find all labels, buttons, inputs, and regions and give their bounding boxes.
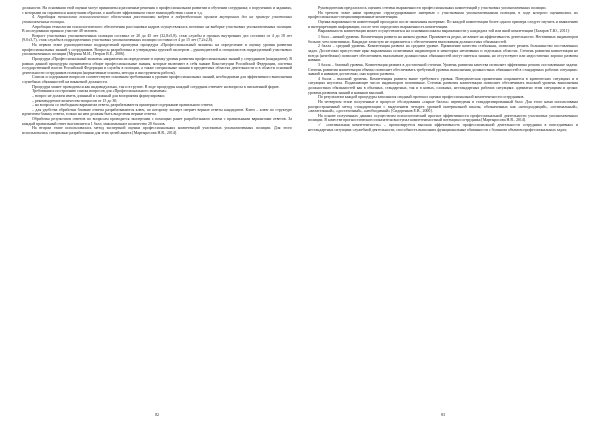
paragraph: Оценка выраженности компетенций проходила после окончания интервью. По каждой компетенции более одного примера следует изучить и выявлению и интерпретацию информации, после чего определить выраженность компетенции. bbox=[308, 18, 578, 29]
page-number: 82 bbox=[155, 412, 159, 417]
list-item: – на вопросы со свободным вариантом ответа, разрабатывается примерное содержание правильного ответа; bbox=[32, 102, 214, 108]
paragraph: Апробация технологии психологического обеспечения расстановки кадров осуществлялась поэтапно на выборке участковых уполномоченных полиции. В исследовании приняло участие 48 человек. bbox=[22, 23, 292, 34]
paragraph: Процедура «Профессиональный экзамен» направлена на определение и оценку уровня развития профессиональных знаний у сотрудников (кандидатов). В рамках данной процедуры оцениваются общие профессиональные знания, которые включают в себя знание Конституции Российской Федерации, системы государственной власти Российской Федерации и службы в полиции, а также специальные знания в предметных областях деятельности и в области основной деятельности сотрудников полиции (нормативные основы, методы и инструменты работы). bbox=[22, 55, 292, 75]
paragraph: Процедура может проводиться как индивидуально, так и в группе. В ходе процедуры каждый сотрудник отвечает на вопросы в письменной форме. bbox=[32, 83, 280, 89]
left-page bbox=[22, 6, 292, 410]
section-heading: 4. Апробация технологии психологического обеспечения расстановки кадров в подразделениях органов внутренних дел на примере участковых уполномоченных полиции. bbox=[22, 14, 292, 24]
paragraph: По результатам каждой процедуры заполнялся сводный протокол оценки профессиональной компетентности сотрудников. bbox=[318, 94, 525, 100]
list-item: – рекомендуемое количество вопросов от 15 до 30; bbox=[32, 97, 118, 103]
paragraph: Требования к построению списка вопросов для «Профессионального экзамена»: bbox=[32, 88, 168, 94]
list-item: – для удобства обработки близкие ответы разрабатываются ключ, по которому эксперт сверяет верные ответы кандидатов. Ключ – ключ по структуре идентичен бланку ответа, только на нем должны быть выделены верные ответы. bbox=[22, 106, 292, 117]
paragraph: должности. На основании этой оценки могут приниматься различные решения о профессиональном развитии и обучении сотрудника; о поручениях и заданиях, с которыми он справиться наилучшим образом, о наиболее эффективном стиле взаимодействия с ним и т.д. bbox=[22, 6, 292, 15]
paragraph: Возраст участковых уполномоченных полиции составил от 20 до 45 лет (32,8±5,8), стаж службы в органах внутренних дел составил от 4 до 18 лет (9,0±3,7), стаж службы в подразделениях участковых уполномоченных полиции составил от 4 до 15 лет (7,2±2,8). bbox=[22, 32, 292, 43]
paragraph: Выраженность компетенции может осуществляться на основании шкалы выраженности у кандидата той или иной компетенции [Базаров Т.Ю., 2011]: bbox=[318, 28, 570, 34]
paragraph: На четвертом этапе полученные в процессе обследования «сырые баллы» переведены в стандартизированный балл. Для этого нами использованы распространенный метод стандартизации с выделением четырех уровней интервальной шкалы, обозначенных как «неподходящий», «оптимальный», «желательный», «достаточный», «необходимый» [Сидоренков Е.В., 2000]. bbox=[308, 98, 578, 114]
right-page bbox=[308, 6, 578, 410]
paragraph: На третьем этапе нами проведено структурированное интервью с участковыми уполномоченными полиции, в ходе которого оценивались их профессионально-специализированные компетенции. bbox=[308, 9, 578, 20]
checklist-item: ✓ «оптимальная компетентность» – прогнозируется высокая эффективность профессиональной деятельности сотрудника в повседневных и нестандартных ситуациях служебной деятельности, способность выполнять функциональные обязанности с большим объемом профессиональных задач; bbox=[308, 122, 578, 132]
list-item: – вопрос не должен иметь длинный и сложный для восприятия формулировки; bbox=[32, 92, 165, 98]
scale-level-3: 3 балла – базовый уровень. Компетенция развита в достаточной степени. Уровень развития качества позволяет эффективно решать поставленные задачи. Степень развития компетенции обычно позволяет обеспечивать требуемый уровень выполнения должностных обязанностей в стандартных рабочих ситуациях: знаний и навыков достаточно, они хорошо развиты. bbox=[308, 61, 578, 77]
scale-level-4: 4 балла – высокий уровень. Компетенция развита выше требуемого уровня. Поведенческая проявления сохраняется в критических ситуациях и в ситуациях неуспеха. Подавляющее число индикаторов позитивные. Степень развития компетенции позволяет обеспечивать высокий уровень выполнения должностных обязанностей как в обычных, стандартных, так и в новых, сложных, нестандартных рабочих ситуациях: адекватно этим ситуациям и целям: уровень развития знаний и навыков высокий. bbox=[308, 75, 578, 95]
paragraph: На втором этапе использовалась метод экспертной оценки профессиональных компетенций участковых уполномоченных полиции. Для этого использовалась специально разработанная для этих целей анкета [Мартыросова Н.В., 2014]. bbox=[22, 125, 292, 135]
paragraph: Список и содержание вопросов соответствуют основным требованиям к уровню профессиональных знаний, необходимым для эффективного выполнения служебных обязанностей на вакантной должности. bbox=[22, 74, 292, 84]
paragraph: На основе полученных данных осуществлен психологический прогноз эффективности профессиональной деятельности участковых уполномоченных полиции. В качестве прогностического показателя выступал компетентностный потенциал сотрудника [Мартыросова Н.В., 2014]. bbox=[308, 112, 578, 123]
scale-level-1: 1 балл – низкий уровень. Компетенция развита на низком уровне. Проявляется редко, не влияет на эффективность деятельности. Негативных индикаторов больше, чем позитивных. Кандидат зачастую не справляется с обеспечением выполнения должностных обязанностей. bbox=[308, 34, 578, 44]
paragraph: На первом этапе руководителями подразделений проведена процедура «Профессиональный экзамен» на определение и оценку уровня развития профессиональных знаний у сотрудников. Вопросы разработаны и утверждены группой экспертов – руководителей и специалистов подразделений участковых уполномоченных полиции [Мурзин М.И., Петров В.Е., 2006]. bbox=[22, 42, 292, 57]
paragraph: Руководителям предлагалось оценить степень выраженности профессиональных компетенций у участковых уполномоченных полиции. bbox=[318, 6, 547, 10]
page-number: 83 bbox=[441, 412, 445, 417]
scale-level-2: 2 балла – средний уровень. Компетенция развита на среднем уровне. Проявление качества стабильны, позволяет решать большинство поставленных задач. Достаточно присутствие ярко выраженных позитивных индикаторов и некоторых негативных и отдельных областях. Степень развития компетенции не всегда (неизбежно) позволяет обеспечивать выполнение должностных обязанностей могут иметься знания, но отсутствуют или недостаточно хорошо развиты навыки. bbox=[308, 43, 578, 63]
paragraph: Обработка результатов ответов по вопросам проводится экспертами с помощью ранее разработанного ключа с правильными вариантами ответов. За каждый правильный ответ выставляется 1 балл, максимальное количество 20 баллов. bbox=[22, 116, 292, 126]
